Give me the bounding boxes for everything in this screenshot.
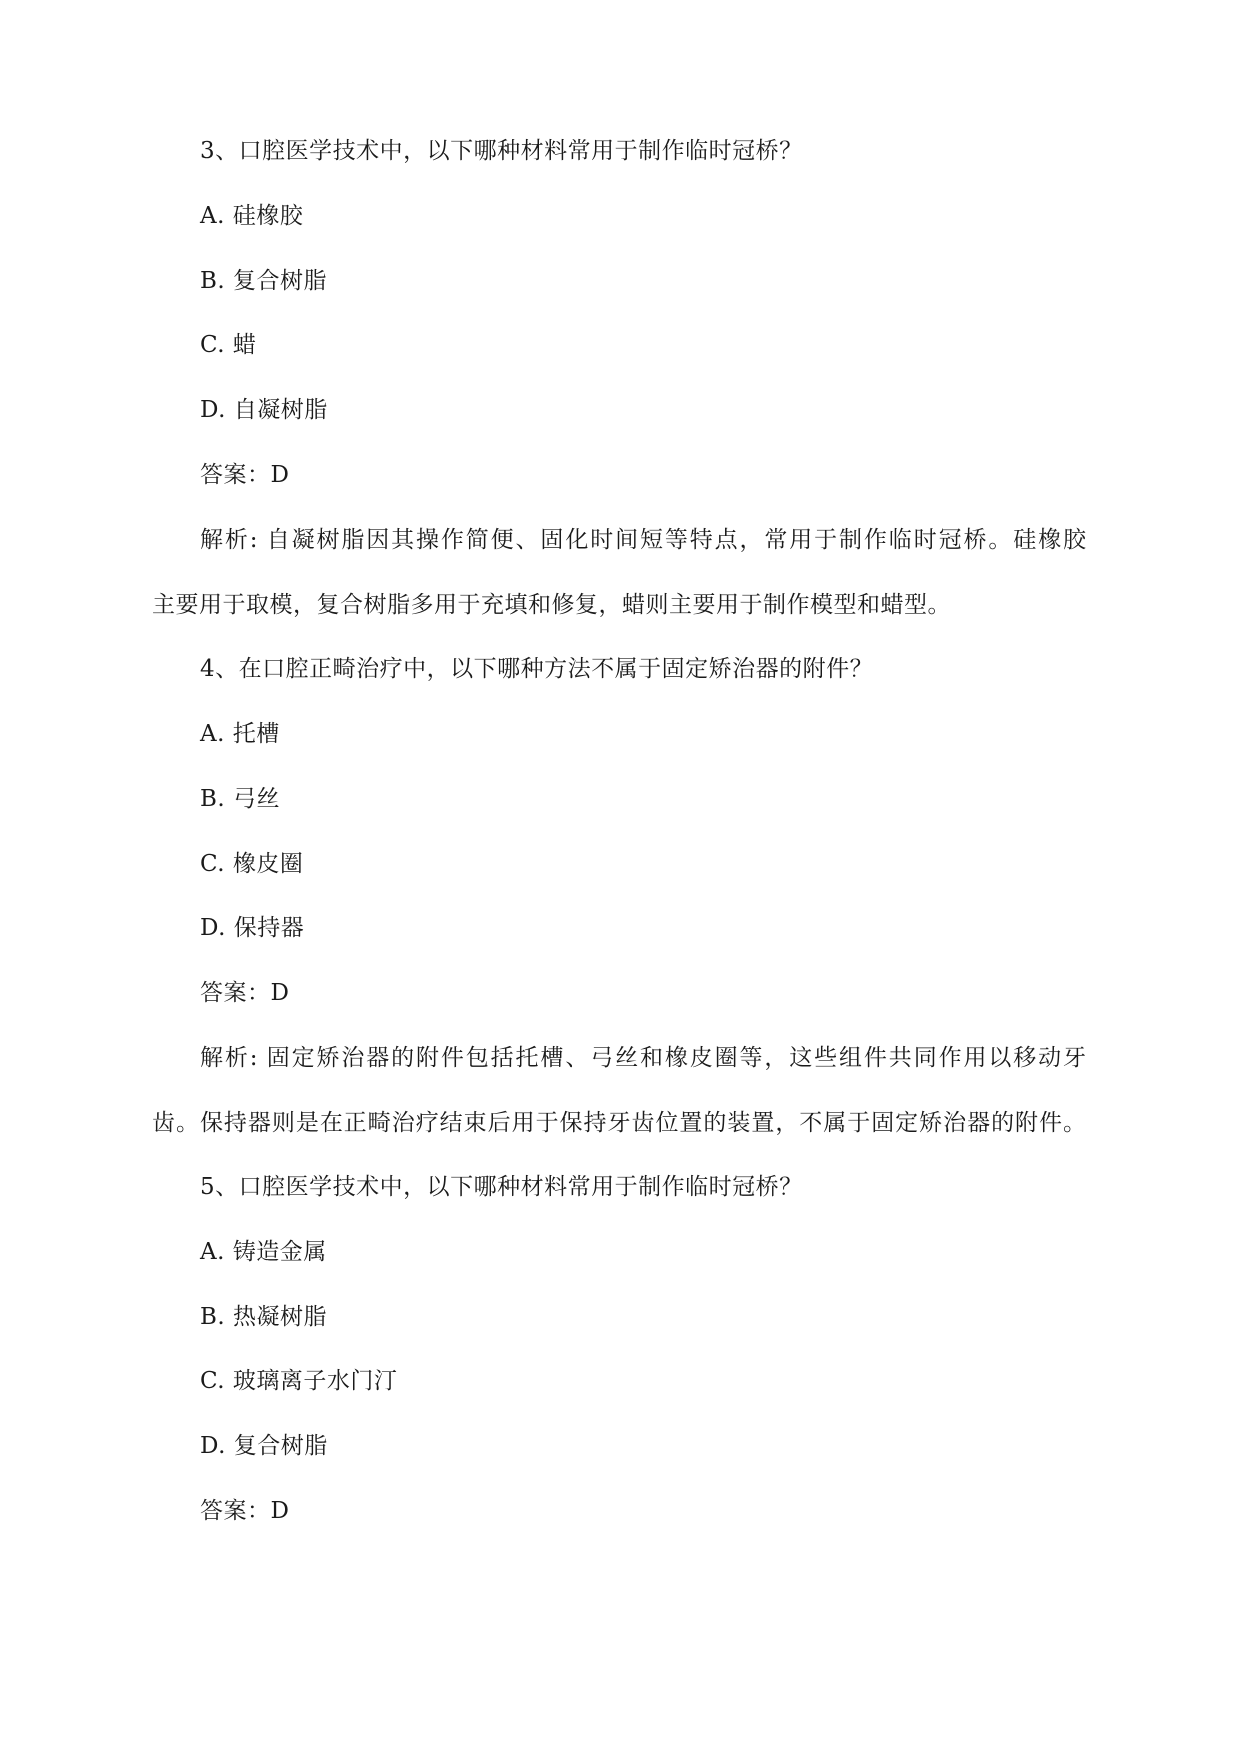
question-5-answer: 答案：D (200, 1498, 290, 1524)
question-3-option-c: C. 蜡 (200, 332, 257, 358)
question-3-option-b: B. 复合树脂 (200, 268, 328, 294)
question-3-option-a: A. 硅橡胶 (200, 203, 304, 229)
question-5-option-c: C. 玻璃离子水门汀 (200, 1368, 398, 1394)
question-4-answer: 答案：D (200, 980, 290, 1006)
question-4-option-b: B. 弓丝 (200, 786, 281, 812)
question-3-stem: 3、口腔医学技术中，以下哪种材料常用于制作临时冠桥？ (200, 138, 803, 164)
question-4-stem: 4、在口腔正畸治疗中，以下哪种方法不属于固定矫治器的附件？ (200, 656, 874, 682)
question-5-stem: 5、口腔医学技术中，以下哪种材料常用于制作临时冠桥？ (200, 1174, 803, 1200)
question-4-option-d: D. 保持器 (200, 915, 305, 941)
question-4-option-a: A. 托槽 (200, 721, 280, 747)
question-5-option-d: D. 复合树脂 (200, 1433, 328, 1459)
question-3-answer: 答案：D (200, 462, 290, 488)
question-4-analysis-line-1: 解析: 固定矫治器的附件包括托槽、弓丝和橡皮圈等，这些组件共同作用以移动牙 (200, 1045, 1086, 1071)
question-3-analysis-line-2: 主要用于取模，复合树脂多用于充填和修复，蜡则主要用于制作模型和蜡型。 (152, 592, 951, 618)
question-5-option-b: B. 热凝树脂 (200, 1304, 328, 1330)
question-4-analysis-line-2: 齿。保持器则是在正畸治疗结束后用于保持牙齿位置的装置，不属于固定矫治器的附件。 (152, 1110, 1086, 1136)
question-3-option-d: D. 自凝树脂 (200, 397, 328, 423)
question-5-option-a: A. 铸造金属 (200, 1239, 327, 1265)
question-3-analysis-line-1: 解析: 自凝树脂因其操作简便、固化时间短等特点，常用于制作临时冠桥。硅橡胶 (200, 527, 1086, 553)
question-4-option-c: C. 橡皮圈 (200, 851, 304, 877)
